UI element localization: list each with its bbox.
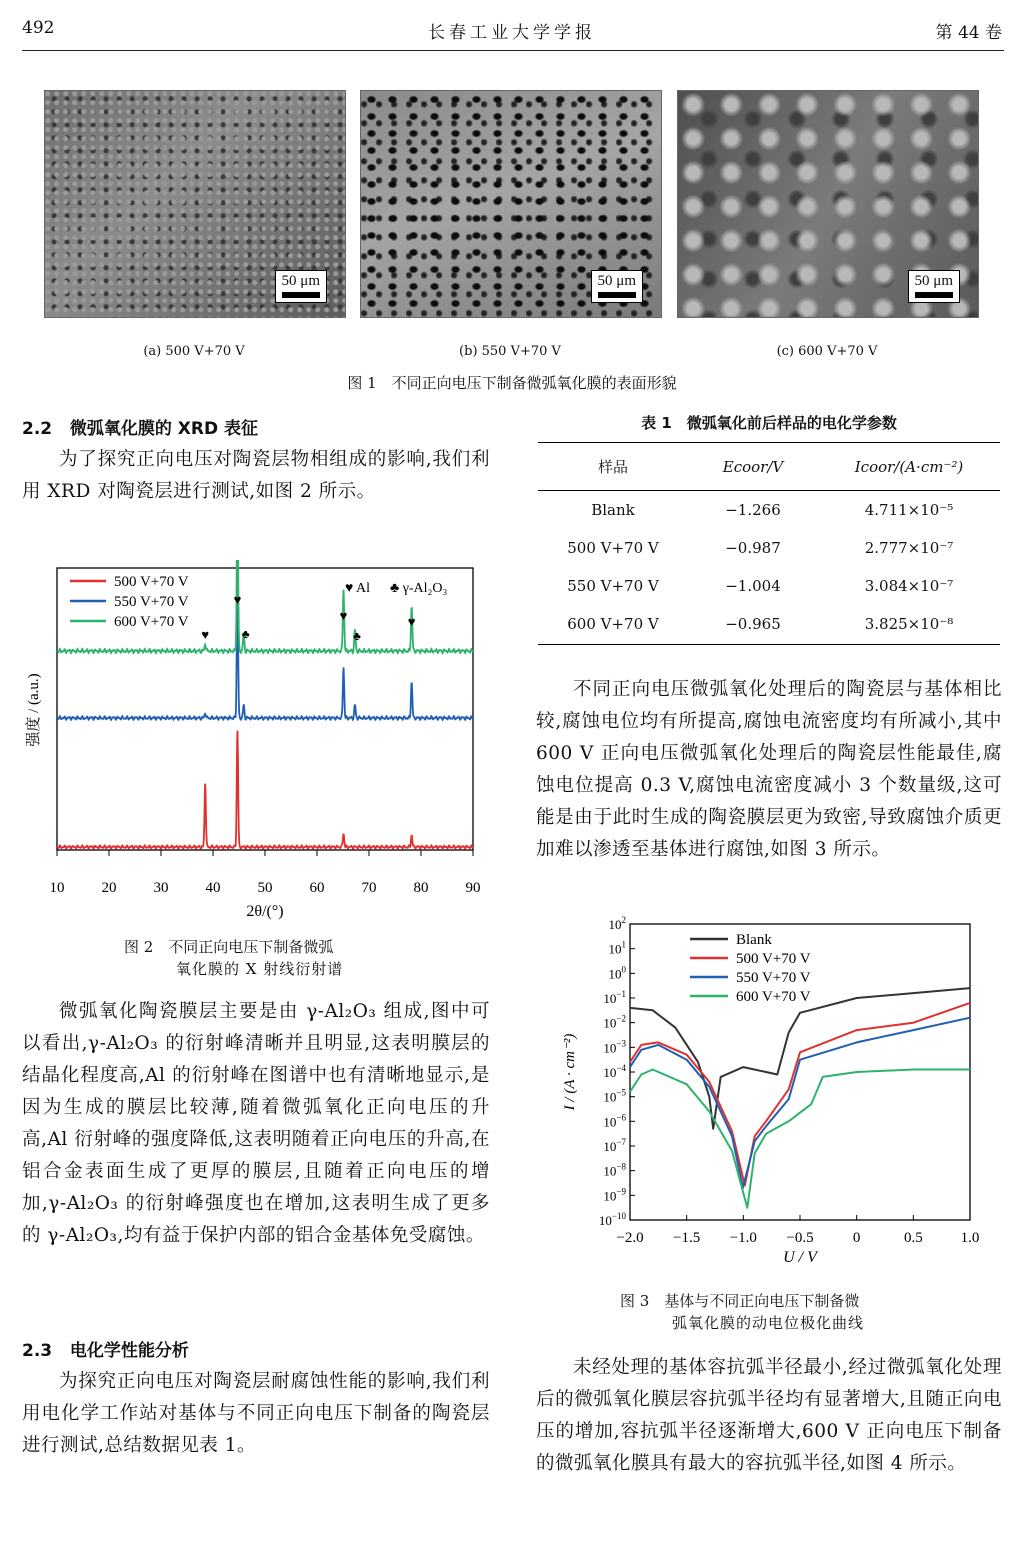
sem-image-a	[44, 90, 346, 318]
table-row	[538, 567, 1000, 605]
table-header: Ecoor/V	[722, 457, 784, 476]
y-tick-label: $10^{-1}$	[603, 989, 626, 1006]
table-cell: 4.711×10⁻⁵	[864, 500, 954, 519]
polarization-y-label: I / (A · cm⁻²)	[562, 1033, 578, 1111]
polarization-series-line	[630, 1018, 970, 1188]
al-peak-marker: ♥	[407, 614, 416, 629]
header-rule	[22, 50, 1004, 51]
legend-label: 550 V+70 V	[736, 970, 811, 986]
table1	[538, 442, 1000, 645]
figure3-caption-line1: 图 3 基体与不同正向电压下制备微	[620, 1292, 860, 1310]
table-header: 样品	[597, 458, 628, 476]
scale-bar-label: 50 μm	[914, 273, 953, 289]
al-peak-marker: ♥	[201, 627, 210, 642]
subcaption-a: (a) 500 V+70 V	[143, 344, 245, 359]
y-tick-label: $10^{-10}$	[598, 1211, 626, 1228]
table-cell: −1.266	[725, 500, 781, 519]
section-2-2-heading	[22, 414, 258, 439]
figure1-caption: 图 1 不同正向电压下制备微弧氧化膜的表面形貌	[347, 374, 677, 392]
sem-image-c	[677, 90, 979, 318]
page-number: 492	[22, 18, 55, 38]
x-tick-label: −1.0	[729, 1230, 757, 1246]
table-row	[538, 605, 1000, 645]
section-2-2-para1: 为了探究正向电压对陶瓷层物相组成的影响,我们利用 XRD 对陶瓷层进行测试,如图 2 所示。	[22, 449, 490, 502]
xrd-chart	[20, 560, 490, 928]
table-header-row	[538, 443, 1000, 491]
sem-image-b	[360, 90, 662, 318]
legend-label: 550 V+70 V	[114, 594, 189, 610]
section-number: 2.2	[22, 419, 53, 439]
volume-label: 第 44 卷	[935, 23, 1002, 43]
polarization-series-line	[630, 1003, 970, 1186]
subcaption-c: (c) 600 V+70 V	[776, 344, 878, 359]
journal-title: 长春工业大学学报	[428, 23, 596, 43]
table-cell: 600 V+70 V	[567, 615, 659, 634]
section-title: 电化学性能分析	[69, 1341, 189, 1361]
scale-bar-a	[275, 270, 327, 303]
section-2-3-heading	[22, 1336, 189, 1361]
al-peak-marker: ♥	[339, 608, 348, 623]
polarization-legend	[690, 932, 811, 1005]
x-tick-label: 30	[153, 880, 169, 896]
x-tick-label: 90	[465, 880, 481, 896]
x-tick-label: 50	[257, 880, 273, 896]
y-tick-label: $10^{-8}$	[603, 1161, 626, 1179]
subcaption-b: (b) 550 V+70 V	[459, 344, 561, 359]
scale-bar-c	[908, 270, 960, 303]
table-cell: 3.084×10⁻⁷	[864, 576, 954, 595]
figure2-caption-line1: 图 2 不同正向电压下制备微弧	[124, 938, 334, 956]
polarization-series-line	[630, 1070, 970, 1208]
scale-bar-label: 50 μm	[281, 273, 320, 289]
y-tick-label: $10^2$	[608, 915, 626, 932]
y-tick-label: $10^{-4}$	[603, 1063, 626, 1080]
scale-bar-b	[591, 270, 643, 303]
table-cell: 3.825×10⁻⁸	[864, 615, 954, 634]
figure3-caption-line2: 弧氧化膜的动电位极化曲线	[672, 1314, 865, 1332]
x-tick-label: −0.5	[786, 1230, 814, 1246]
x-tick-label: 20	[101, 880, 117, 896]
y-tick-label: $10^0$	[608, 964, 626, 982]
xrd-series-line	[57, 731, 473, 849]
xrd-legend	[70, 574, 448, 630]
right-para2: 未经处理的基体容抗弧半径最小,经过微弧氧化处理后的微弧氧化膜层容抗弧半径均有显著增大,且随正向电压的增加,容抗弧半径逐渐增大,600 V 正向电压下制备的微弧氧化膜具有最大的容抗弧半径,如图 4 所示。	[536, 1357, 1002, 1474]
table-cell: Blank	[591, 500, 635, 519]
gamma-peak-marker: ♣	[353, 629, 361, 643]
x-tick-label: 10	[49, 880, 65, 896]
section-2-2-para2: 微弧氧化陶瓷膜层主要是由 γ-Al₂O₃ 组成,图中可以看出,γ-Al₂O₃ 的衍射峰清晰并且明显,这表明膜层的结晶化程度高,Al 的衍射峰在图谱中也有清晰地显示,是因为生成的膜层比较薄,随着微弧氧化正向电压的升高,Al 衍射峰的强度降低,这表明随着正向电压的升高,在铝合金表面生成了更厚的膜层,且随着正向电压的增加,γ-Al₂O₃ 的衍射峰强度也在增加,这表明生成了更多的 γ-Al₂O₃,均有益于保护内部的铝合金基体免受腐蚀。	[22, 1001, 490, 1246]
xrd-x-ticks	[50, 850, 481, 896]
right-para1: 不同正向电压微弧氧化处理后的陶瓷层与基体相比较,腐蚀电位均有所提高,腐蚀电流密度均有所减小,其中 600 V 正向电压微弧氧化处理后的陶瓷层性能最佳,腐蚀电位提高 0.3 V,腐蚀电流密度减小 3 个数量级,这可能是由于此时生成的陶瓷膜层更为致密,导致腐蚀介质更加难以渗透至基体进行腐蚀,如图 3 所示。	[536, 679, 1002, 860]
x-tick-label: 60	[309, 880, 325, 896]
y-tick-label: $10^{-5}$	[603, 1087, 626, 1105]
gamma-peak-marker: ♣	[241, 627, 250, 641]
scale-bar-label: 50 μm	[597, 273, 636, 289]
section-2-3-para1: 为探究正向电压对陶瓷层耐腐蚀性能的影响,我们利用电化学工作站对基体与不同正向电压下制备的陶瓷层进行测试,总结数据见表 1。	[22, 1371, 490, 1456]
table-cell: −0.965	[725, 615, 781, 634]
legend-label: Blank	[736, 932, 772, 948]
x-tick-label: 70	[361, 880, 377, 896]
table-cell: 550 V+70 V	[567, 576, 659, 595]
polarization-x-label: U / V	[783, 1249, 817, 1266]
table-cell: 500 V+70 V	[567, 538, 659, 557]
legend-label: 500 V+70 V	[114, 574, 189, 590]
y-tick-label: $10^{-6}$	[603, 1112, 626, 1130]
polarization-chart	[560, 912, 1000, 1272]
x-tick-label: 80	[413, 880, 429, 896]
y-tick-label: $10^{-3}$	[603, 1038, 626, 1056]
y-tick-label: $10^{-7}$	[603, 1137, 626, 1154]
al-peak-marker: ♥	[233, 592, 242, 607]
polarization-plot-frame	[630, 924, 970, 1220]
x-tick-label: −2.0	[616, 1230, 644, 1246]
legend-label: 600 V+70 V	[114, 614, 189, 630]
polarization-lines	[630, 988, 970, 1208]
table-header: Icoor/(A·cm⁻²)	[854, 457, 964, 476]
xrd-peak-markers	[201, 592, 415, 643]
legend-gamma-marker: ♣ γ-Al₂O₃	[390, 581, 448, 596]
section-title: 微弧氧化膜的 XRD 表征	[69, 419, 259, 439]
x-tick-label: 1.0	[960, 1230, 980, 1246]
legend-al-marker: ♥ Al	[345, 581, 371, 596]
y-tick-label: $10^{-2}$	[603, 1013, 626, 1031]
x-tick-label: 0	[852, 1230, 861, 1246]
table-row	[538, 529, 1000, 567]
table-cell: −0.987	[725, 538, 781, 557]
polarization-series-line	[630, 988, 970, 1129]
x-tick-label: 0.5	[903, 1230, 923, 1246]
table-cell: 2.777×10⁻⁷	[864, 538, 954, 557]
x-tick-label: 40	[205, 880, 221, 896]
legend-label: 500 V+70 V	[736, 951, 811, 967]
y-tick-label: $10^{-9}$	[603, 1186, 626, 1204]
section-number: 2.3	[22, 1341, 53, 1361]
table-cell: −1.004	[725, 576, 781, 595]
xrd-y-label: 强度 / (a.u.)	[26, 673, 42, 747]
legend-label: 600 V+70 V	[736, 989, 811, 1005]
xrd-x-label: 2θ/(°)	[246, 903, 284, 920]
figure2-caption-line2: 氧化膜的 X 射线衍射谱	[176, 960, 344, 978]
y-tick-label: $10^1$	[608, 939, 626, 957]
table1-caption: 表 1 微弧氧化前后样品的电化学参数	[641, 414, 897, 432]
table-row	[538, 491, 1000, 529]
x-tick-label: −1.5	[673, 1230, 701, 1246]
